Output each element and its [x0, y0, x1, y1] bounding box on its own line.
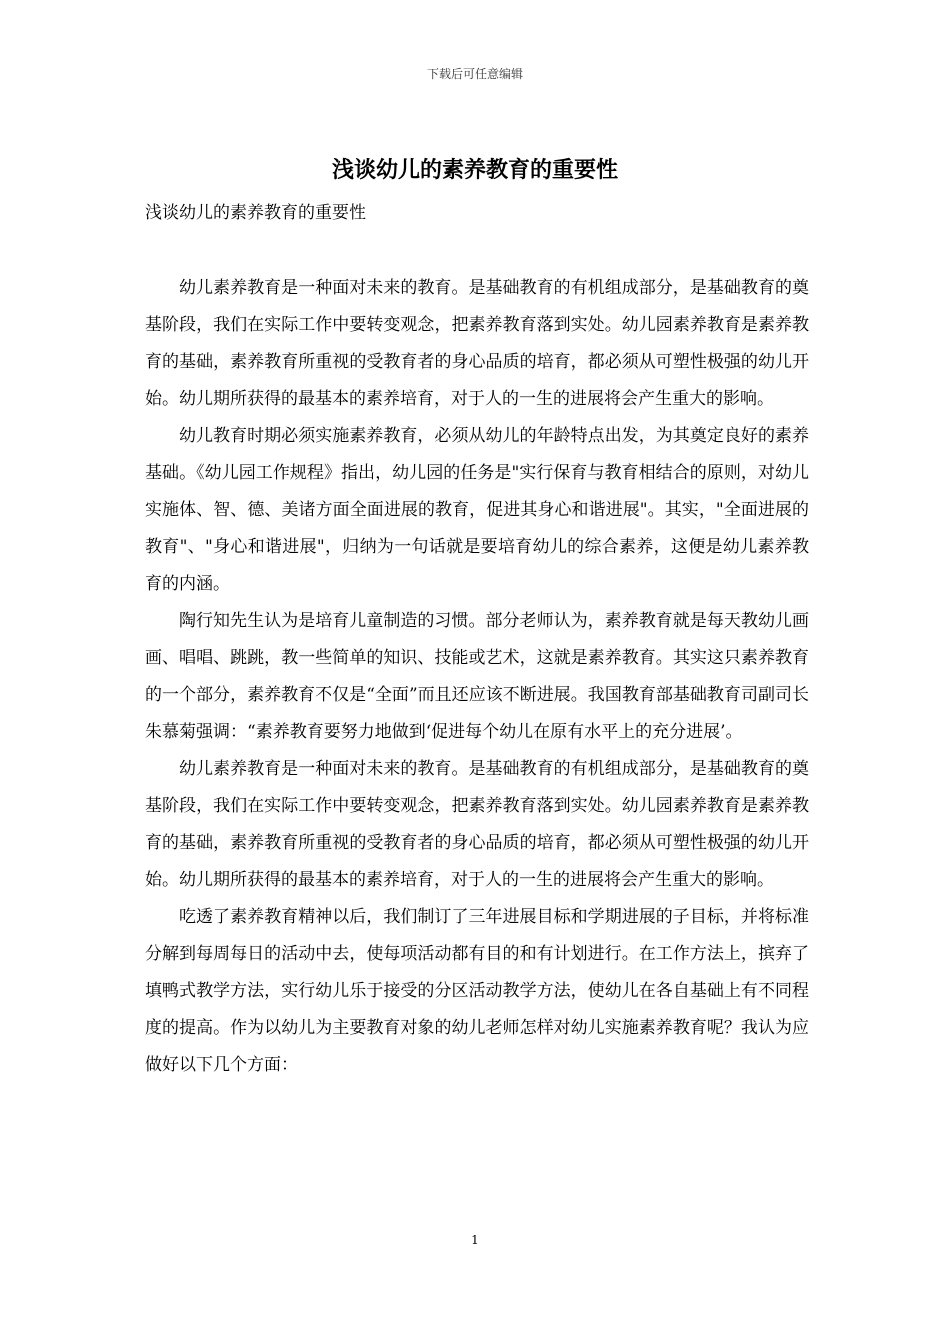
- document-subtitle: 浅谈幼儿的素养教育的重要性: [145, 203, 366, 223]
- body-paragraph: 陶行知先生认为是培育儿童制造的习惯。部分老师认为，素养教育就是每天教幼儿画画、唱唱、跳跳，教一些简单的知识、技能或艺术，这就是素养教育。其实这只素养教育的一个部分，素养教育不仅是“全面”而且还应该不断进展。我国教育部基础教育司副司长朱慕菊强调：“素养教育要努力地做到‘促进每个幼儿在原有水平上的充分进展’。: [145, 611, 809, 742]
- document-body: [145, 270, 809, 1084]
- body-paragraph: 幼儿教育时期必须实施素养教育，必须从幼儿的年龄特点出发，为其奠定良好的素养基础。《幼儿园工作规程》指出，幼儿园的任务是"实行保育与教育相结合的原则，对幼儿实施体、智、德、美诸方面全面进展的教育，促进其身心和谐进展"。其实，"全面进展的教育"、"身心和谐进展"，归纳为一句话就是要培育幼儿的综合素养，这便是幼儿素养教育的内涵。: [145, 426, 809, 594]
- page-header-note: 下载后可任意编辑: [426, 67, 523, 81]
- body-paragraph: 幼儿素养教育是一种面对未来的教育。是基础教育的有机组成部分，是基础教育的奠基阶段，我们在实际工作中要转变观念，把素养教育落到实处。幼儿园素养教育是素养教育的基础，素养教育所重视的受教育者的身心品质的培育，都必须从可塑性极强的幼儿开始。幼儿期所获得的最基本的素养培育，对于人的一生的进展将会产生重大的影响。: [145, 759, 809, 890]
- document-title: 浅谈幼儿的素养教育的重要性: [331, 157, 618, 183]
- page-number: 1: [471, 1233, 479, 1247]
- body-paragraph: 幼儿素养教育是一种面对未来的教育。是基础教育的有机组成部分，是基础教育的奠基阶段，我们在实际工作中要转变观念，把素养教育落到实处。幼儿园素养教育是素养教育的基础，素养教育所重视的受教育者的身心品质的培育，都必须从可塑性极强的幼儿开始。幼儿期所获得的最基本的素养培育，对于人的一生的进展将会产生重大的影响。: [145, 278, 809, 409]
- body-paragraph: 吃透了素养教育精神以后，我们制订了三年进展目标和学期进展的子目标，并将标准分解到每周每日的活动中去，使每项活动都有目的和有计划进行。在工作方法上，摈弃了填鸭式教学方法，实行幼儿乐于接受的分区活动教学方法，使幼儿在各自基础上有不同程度的提高。作为以幼儿为主要教育对象的幼儿老师怎样对幼儿实施素养教育呢？我认为应做好以下几个方面：: [145, 907, 809, 1075]
